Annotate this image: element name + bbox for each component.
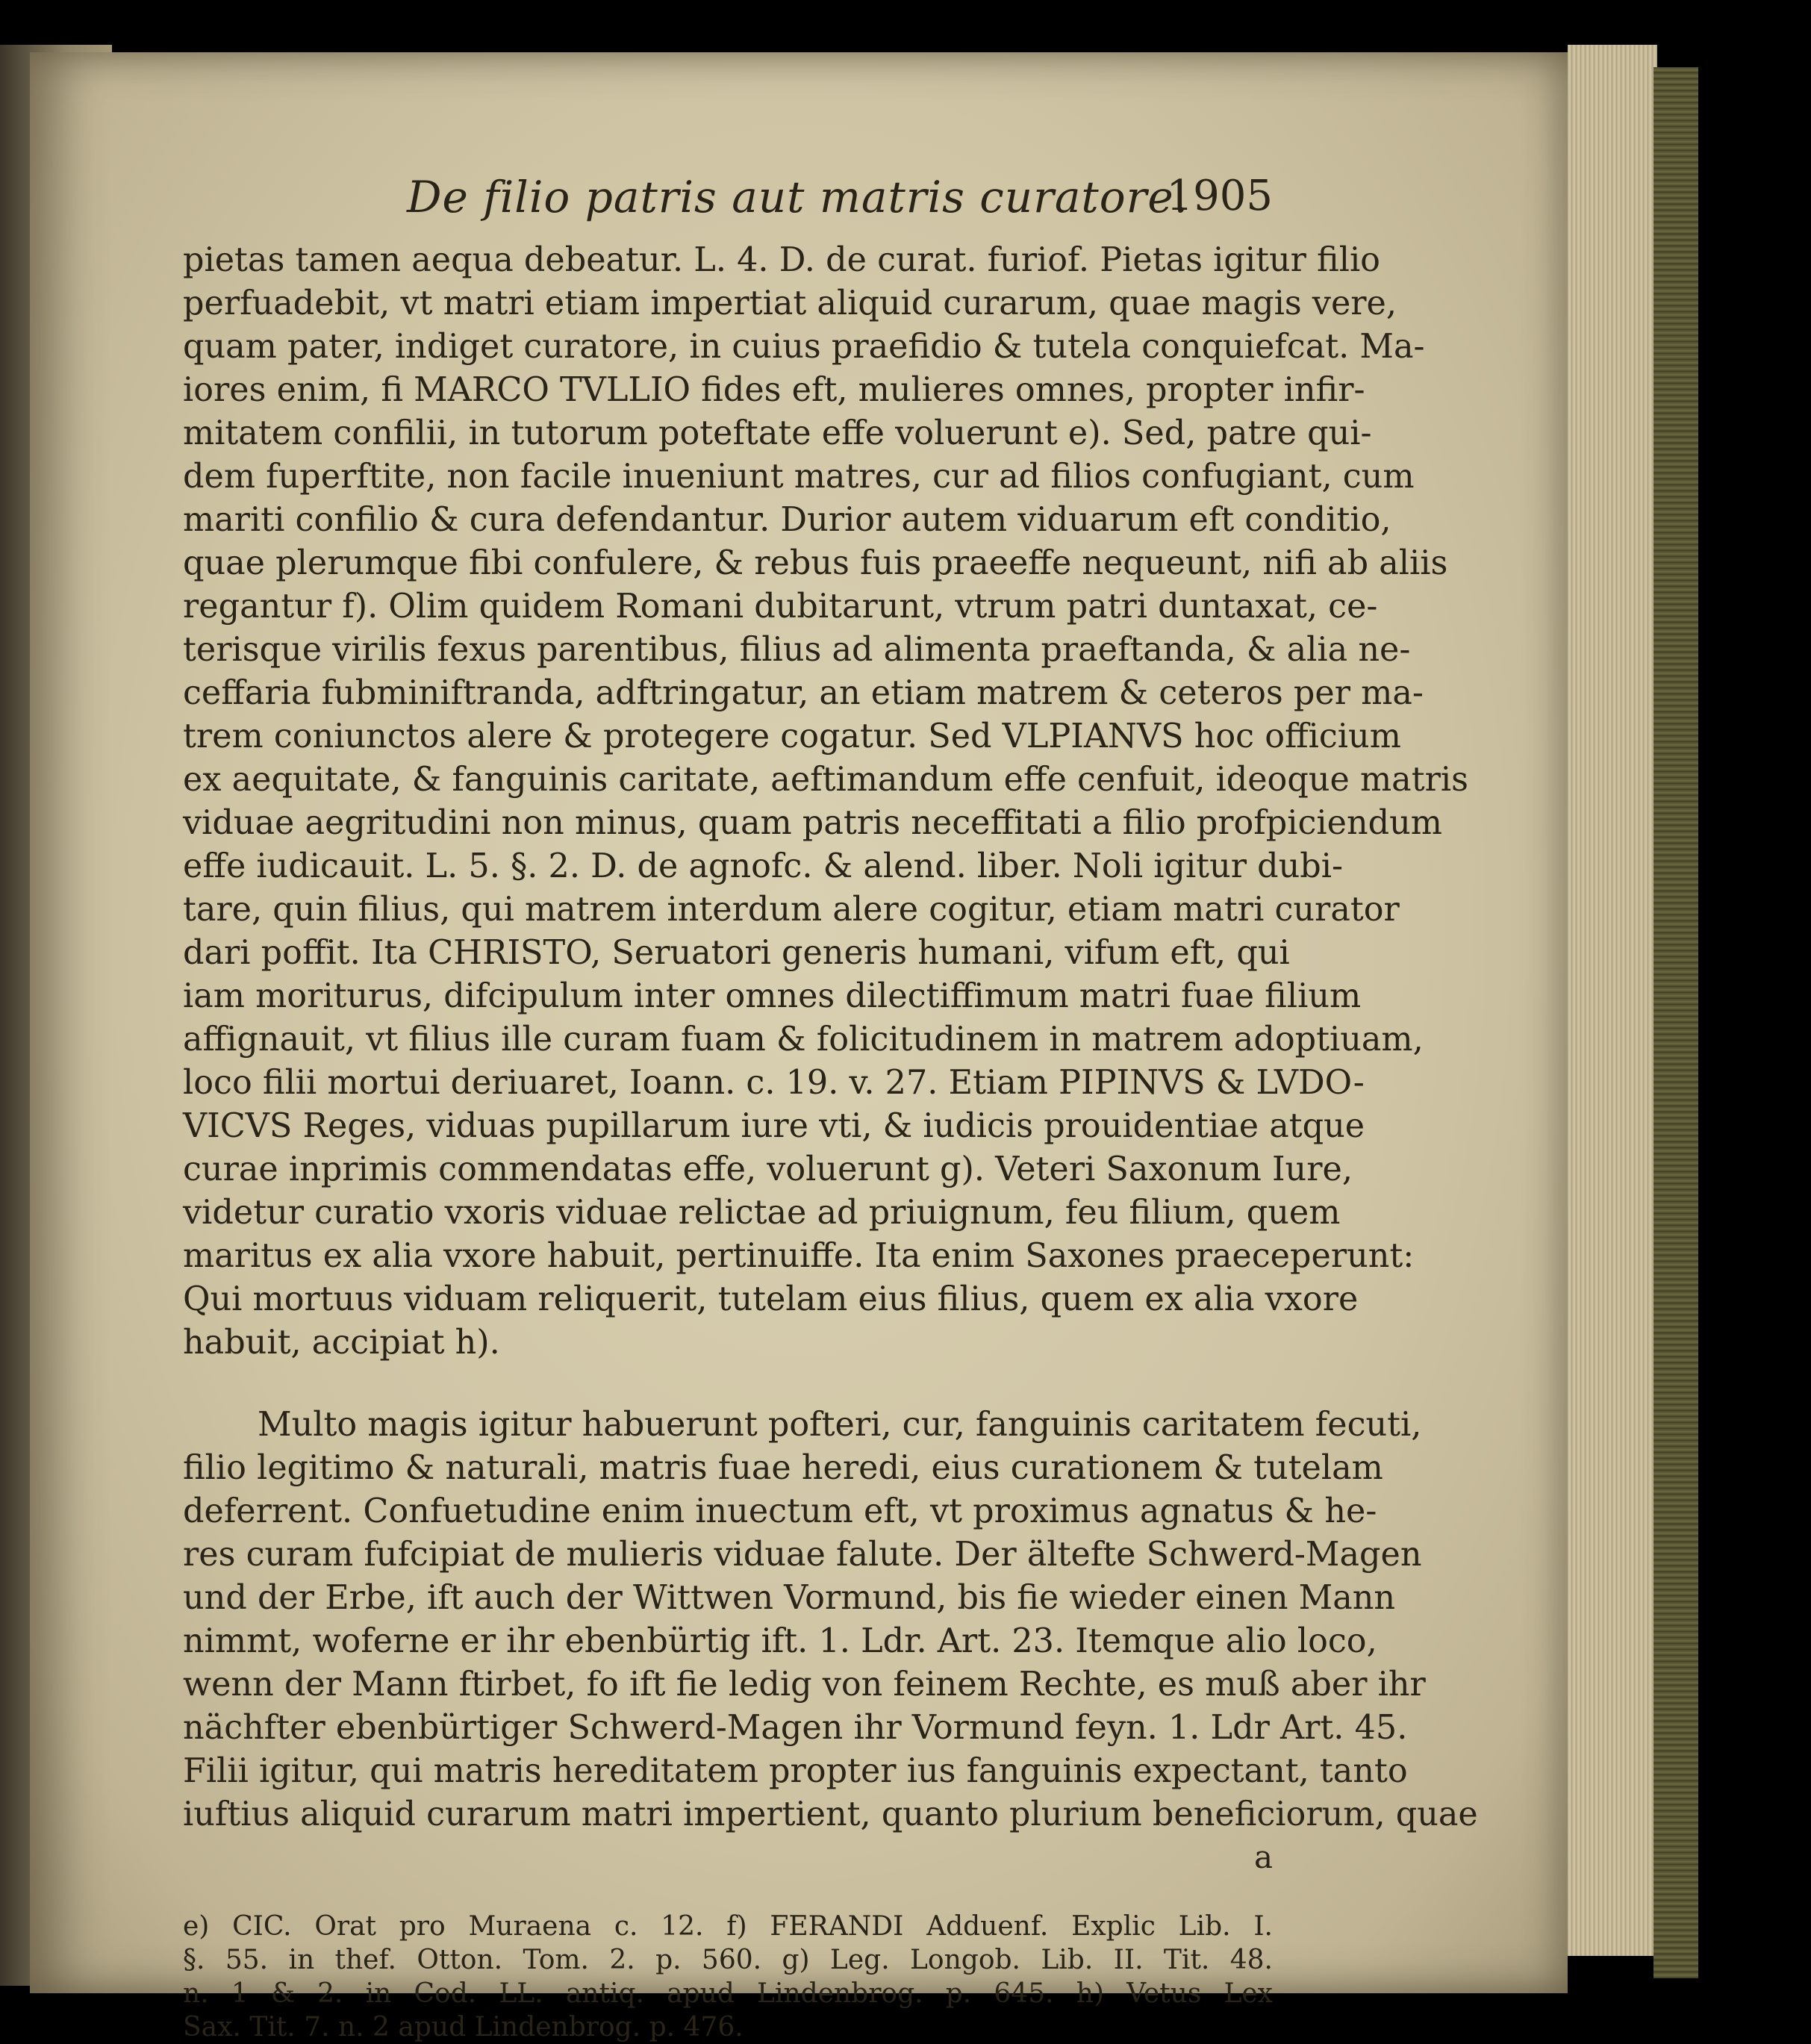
text-line: Qui mortuus viduam reliquerit, tutelam eius filius, quem ex alia vxore xyxy=(183,1280,1359,1318)
footnotes xyxy=(183,1910,1273,2044)
paragraph-2 xyxy=(183,1403,1478,1836)
text-line: tare, quin filius, qui matrem interdum alere cogitur, etiam matri curator xyxy=(183,891,1400,929)
book-cover-edge xyxy=(1653,67,1698,1978)
text-line: ceffaria fubminiftranda, adftringatur, an etiam matrem & ceteros per ma- xyxy=(183,674,1424,712)
text-line: nächfter ebenbürtiger Schwerd-Magen ihr Vormund feyn. 1. Ldr Art. 45. xyxy=(183,1709,1408,1747)
running-head xyxy=(183,172,1273,239)
text-line: affignauit, vt filius ille curam fuam & folicitudinem in matrem adoptiuam, xyxy=(183,1021,1424,1059)
text-line: iores enim, fi MARCO TVLLIO fides eft, mulieres omnes, propter infir- xyxy=(183,371,1365,409)
text-line: dari poffit. Ita CHRISTO, Seruatori generis humani, vifum eft, qui xyxy=(183,934,1290,972)
text-line: iam moriturus, difcipulum inter omnes dilectiffimum matri fuae filium xyxy=(183,977,1362,1015)
page-number: 1905 xyxy=(1166,172,1273,220)
text-line: ex aequitate, & fanguinis caritate, aeftimandum effe cenfuit, ideoque matris xyxy=(183,761,1468,799)
page-fore-edge xyxy=(1568,45,1657,1956)
text-line: curae inprimis commendatas effe, voluerunt g). Veteri Saxonum Iure, xyxy=(183,1150,1353,1188)
footnote-line: Sax. Tit. 7. n. 2 apud Lindenbrog. p. 476. xyxy=(183,2012,744,2043)
text-line: iuftius aliquid curarum matri impertient, quanto plurium beneficiorum, quae xyxy=(183,1795,1478,1833)
text-line: maritus ex alia vxore habuit, pertinuiffe. Ita enim Saxones praeceperunt: xyxy=(183,1237,1415,1275)
footnote-line: e) CIC. Orat pro Muraena c. 12. f) FERANDI Adduenf. Explic Lib. I. xyxy=(183,1911,1273,1942)
text-line: mitatem confilii, in tutorum poteftate effe voluerunt e). Sed, patre qui- xyxy=(183,414,1372,452)
text-line: und der Erbe, ift auch der Wittwen Vormund, bis fie wieder einen Mann xyxy=(183,1579,1396,1617)
text-line: deferrent. Confuetudine enim inuectum eft, vt proximus agnatus & he- xyxy=(183,1492,1377,1530)
text-block xyxy=(183,172,1478,2044)
text-line: quam pater, indiget curatore, in cuius praefidio & tutela conquiefcat. Ma- xyxy=(183,328,1425,366)
running-title: De filio patris aut matris curatore. xyxy=(407,172,1189,222)
text-line: filio legitimo & naturali, matris fuae heredi, eius curationem & tutelam xyxy=(183,1449,1383,1487)
text-line: habuit, accipiat h). xyxy=(183,1324,500,1362)
text-line: perfuadebit, vt matri etiam impertiat aliquid curarum, quae magis vere, xyxy=(183,284,1397,323)
footnote-line: §. 55. in thef. Otton. Tom. 2. p. 560. g) Leg. Longob. Lib. II. Tit. 48. xyxy=(183,1945,1273,1975)
paragraph-1 xyxy=(183,239,1468,1365)
text-line: wenn der Mann ftirbet, fo ift fie ledig von feinem Rechte, es muß aber ihr xyxy=(183,1666,1426,1704)
text-line: regantur f). Olim quidem Romani dubitarunt, vtrum patri duntaxat, ce- xyxy=(183,588,1378,626)
text-line: viduae aegritudini non minus, quam patris neceffitati a filio profpiciendum xyxy=(183,804,1442,842)
text-line: res curam fufcipiat de mulieris viduae falute. Der ältefte Schwerd-Magen xyxy=(183,1536,1422,1574)
text-line: VICVS Reges, viduas pupillarum iure vti, & iudicis prouidentiae atque xyxy=(183,1107,1365,1145)
text-line: videtur curatio vxoris viduae relictae ad priuignum, feu filium, quem xyxy=(183,1194,1341,1232)
text-line: trem coniunctos alere & protegere cogatur. Sed VLPIANVS hoc officium xyxy=(183,717,1401,755)
text-line: pietas tamen aequa debeatur. L. 4. D. de curat. furiof. Pietas igitur filio xyxy=(183,241,1380,279)
text-line: terisque virilis fexus parentibus, filius ad alimenta praeftanda, & alia ne- xyxy=(183,631,1411,669)
text-line: loco filii mortui deriuaret, Ioann. c. 19. v. 27. Etiam PIPINVS & LVDO- xyxy=(183,1064,1365,1102)
text-line: Multo magis igitur habuerunt pofteri, cur, fanguinis caritatem fecuti, xyxy=(258,1406,1422,1444)
text-line: dem fuperftite, non facile inueniunt matres, cur ad filios confugiant, cum xyxy=(183,458,1415,496)
text-line: quae plerumque fibi confulere, & rebus fuis praeeffe nequeunt, nifi ab aliis xyxy=(183,544,1448,582)
footnote-line: n. 1 & 2. in Cod. LL. antiq. apud Lindenbrog. p. 645. h) Vetus Lex xyxy=(183,1978,1273,2009)
text-line: Filii igitur, qui matris hereditatem propter ius fanguinis expectant, tanto xyxy=(183,1752,1408,1790)
text-line: nimmt, woferne er ihr ebenbürtig ift. 1. Ldr. Art. 23. Itemque alio loco, xyxy=(183,1622,1377,1660)
text-line: effe iudicauit. L. 5. §. 2. D. de agnofc. & alend. liber. Noli igitur dubi- xyxy=(183,847,1344,885)
text-line: mariti confilio & cura defendantur. Durior autem viduarum eft conditio, xyxy=(183,501,1391,539)
catchword: a xyxy=(1253,1839,1273,1875)
